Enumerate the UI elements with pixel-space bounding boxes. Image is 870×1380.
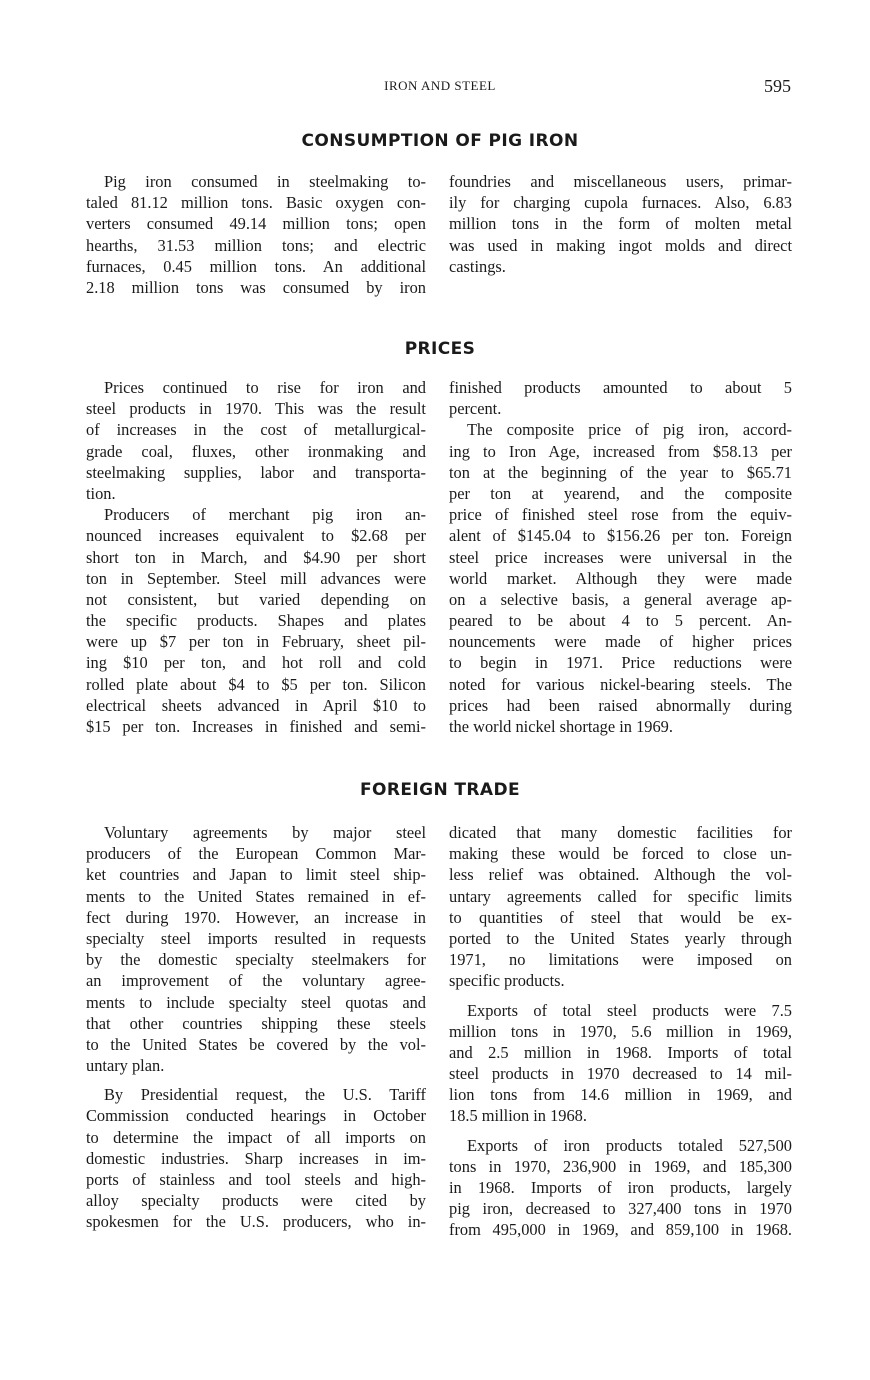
text-line: foundries and miscellaneous users, primar- xyxy=(449,172,792,191)
text-line: domestic industries. Sharp increases in im- xyxy=(86,1148,426,1168)
section-title-consumption: CONSUMPTION OF PIG IRON xyxy=(301,131,579,151)
text-line: electrical sheets advanced in April $10 to xyxy=(86,695,426,715)
text-line: grade coal, fluxes, other ironmaking and xyxy=(86,441,426,461)
prices-right-column xyxy=(449,377,792,737)
text-line: nouncements were made of higher prices xyxy=(449,632,792,652)
text-line: dicated that many domestic facilities for xyxy=(449,823,792,842)
text-line: million tons in the form of molten metal xyxy=(449,214,792,234)
text-line: prices had been raised abnormally during xyxy=(449,695,792,715)
text-line: alloy specialty products were cited by xyxy=(86,1191,426,1211)
text-line: tion. xyxy=(86,483,116,503)
text-line: to determine the impact of all imports on xyxy=(86,1127,426,1147)
text-line: taled 81.12 million tons. Basic oxygen con- xyxy=(86,193,426,213)
text-line: rolled plate about $4 to $5 per ton. Silicon xyxy=(86,674,426,694)
paragraph-gap xyxy=(86,1076,426,1084)
text-line: steel products in 1970. This was the result xyxy=(86,399,426,419)
text-line: that other countries shipping these steels xyxy=(86,1013,426,1033)
text-line: percent. xyxy=(449,399,502,419)
text-line: ments to the United States remained in ef- xyxy=(86,886,426,906)
text-line: specific products. xyxy=(449,971,565,991)
text-line: alent of $145.04 to $156.26 per ton. Foreign xyxy=(449,526,792,546)
text-line: less relief was obtained. Although the vol- xyxy=(449,865,792,885)
section-title-foreign-trade: FOREIGN TRADE xyxy=(360,780,520,800)
text-line: peared to be about 4 to 5 percent. An- xyxy=(449,611,792,631)
text-line: steelmaking supplies, labor and transporta- xyxy=(86,462,426,482)
text-line: steel price increases were universal in the xyxy=(449,547,792,567)
text-line: was used in making ingot molds and direct xyxy=(449,235,792,255)
page-number: 595 xyxy=(764,76,791,96)
text-line: hearths, 31.53 million tons; and electric xyxy=(86,235,426,255)
text-line: price of finished steel rose from the equiv- xyxy=(449,505,792,525)
text-line: fect during 1970. However, an increase in xyxy=(86,907,426,927)
text-line: ton in September. Steel mill advances were xyxy=(86,568,426,588)
text-line: not consistent, but varied depending on xyxy=(86,589,426,609)
text-line: The composite price of pig iron, accord- xyxy=(467,420,792,440)
section-title-prices: PRICES xyxy=(404,339,476,359)
text-line: untary plan. xyxy=(86,1056,165,1076)
paragraph-gap xyxy=(449,992,792,1000)
text-line: the world nickel shortage in 1969. xyxy=(449,717,673,736)
text-line: Pig iron consumed in steelmaking to- xyxy=(104,172,426,191)
text-line: ton at the beginning of the year to $65.71 xyxy=(449,462,792,482)
text-line: nounced increases equivalent to $2.68 per xyxy=(86,526,426,546)
text-line: were up $7 per ton in February, sheet pil- xyxy=(86,632,426,652)
text-line: spokesmen for the U.S. producers, who in- xyxy=(86,1212,426,1232)
text-line: noted for various nickel-bearing steels. The xyxy=(449,674,792,694)
text-line: specialty steel imports resulted in requests xyxy=(86,928,426,948)
foreign-trade-right-column xyxy=(449,822,792,1241)
text-line: per ton at yearend, and the composite xyxy=(449,483,792,503)
text-line: lion tons from 14.6 million in 1969, and xyxy=(449,1085,792,1105)
text-line: ily for charging cupola furnaces. Also, 6.83 xyxy=(449,193,792,213)
text-line: tons in 1970, 236,900 in 1969, and 185,300 xyxy=(449,1156,792,1176)
text-line: of increases in the cost of metallurgical- xyxy=(86,420,426,440)
text-line: 2.18 million tons was consumed by iron xyxy=(86,277,426,297)
text-line: pig iron, decreased to 327,400 tons in 1970 xyxy=(449,1199,792,1219)
text-line: in 1968. Imports of iron products, largely xyxy=(449,1178,792,1197)
text-line: $15 per ton. Increases in finished and semi- xyxy=(86,717,426,736)
text-line: from 495,000 in 1969, and 859,100 in 1968. xyxy=(449,1220,792,1240)
text-line: Commission conducted hearings in October xyxy=(86,1106,426,1126)
text-line: Exports of total steel products were 7.5 xyxy=(467,1000,792,1020)
running-head xyxy=(0,78,870,98)
text-line: 18.5 million in 1968. xyxy=(449,1106,587,1126)
text-line: making these would be forced to close un- xyxy=(449,844,792,864)
text-line: ments to include specialty steel quotas and xyxy=(86,992,426,1012)
running-title: IRON AND STEEL xyxy=(384,78,496,93)
text-line: to the United States be covered by the vol- xyxy=(86,1034,426,1054)
text-line: Voluntary agreements by major steel xyxy=(104,823,426,842)
text-line: furnaces, 0.45 million tons. An additional xyxy=(86,256,426,276)
text-line: castings. xyxy=(449,256,506,276)
text-line: 1971, no limitations were imposed on xyxy=(449,950,792,970)
text-line: untary agreements called for specific limits xyxy=(449,886,792,906)
text-line: finished products amounted to about 5 xyxy=(449,378,792,397)
text-line: By Presidential request, the U.S. Tariff xyxy=(104,1085,426,1105)
text-line: Prices continued to rise for iron and xyxy=(104,378,426,397)
text-line: producers of the European Common Mar- xyxy=(86,844,426,864)
text-line: and 2.5 million in 1968. Imports of total xyxy=(449,1042,792,1062)
paragraph-gap xyxy=(449,1127,792,1135)
text-line: million tons in 1970, 5.6 million in 1969, xyxy=(449,1021,792,1041)
text-line: Producers of merchant pig iron an- xyxy=(104,505,426,525)
text-line: ket countries and Japan to limit steel ship- xyxy=(86,865,426,885)
text-line: ing to Iron Age, increased from $58.13 per xyxy=(449,441,792,461)
text-line: steel products in 1970 decreased to 14 mil- xyxy=(449,1064,792,1084)
text-line: ports of stainless and tool steels and high- xyxy=(86,1170,426,1189)
text-line: short ton in March, and $4.90 per short xyxy=(86,547,426,567)
text-line: ing $10 per ton, and hot roll and cold xyxy=(86,653,426,673)
text-line: ported to the United States yearly through xyxy=(449,928,792,948)
text-line: world market. Although they were made xyxy=(449,568,792,588)
text-line: an improvement of the voluntary agree- xyxy=(86,971,426,991)
text-line: verters consumed 49.14 million tons; open xyxy=(86,214,426,234)
text-line: to quantities of steel that would be ex- xyxy=(449,907,792,927)
prices-left-column xyxy=(86,377,426,737)
text-line: Exports of iron products totaled 527,500 xyxy=(467,1135,792,1155)
text-line: the specific products. Shapes and plates xyxy=(86,611,426,631)
foreign-trade-left-column xyxy=(86,822,426,1233)
consumption-right-column xyxy=(449,171,792,277)
text-line: by the domestic specialty steelmakers for xyxy=(86,950,426,970)
consumption-left-column xyxy=(86,171,426,298)
text-line: on a selective basis, a general average ap- xyxy=(449,589,792,609)
text-line: to begin in 1971. Price reductions were xyxy=(449,653,792,673)
